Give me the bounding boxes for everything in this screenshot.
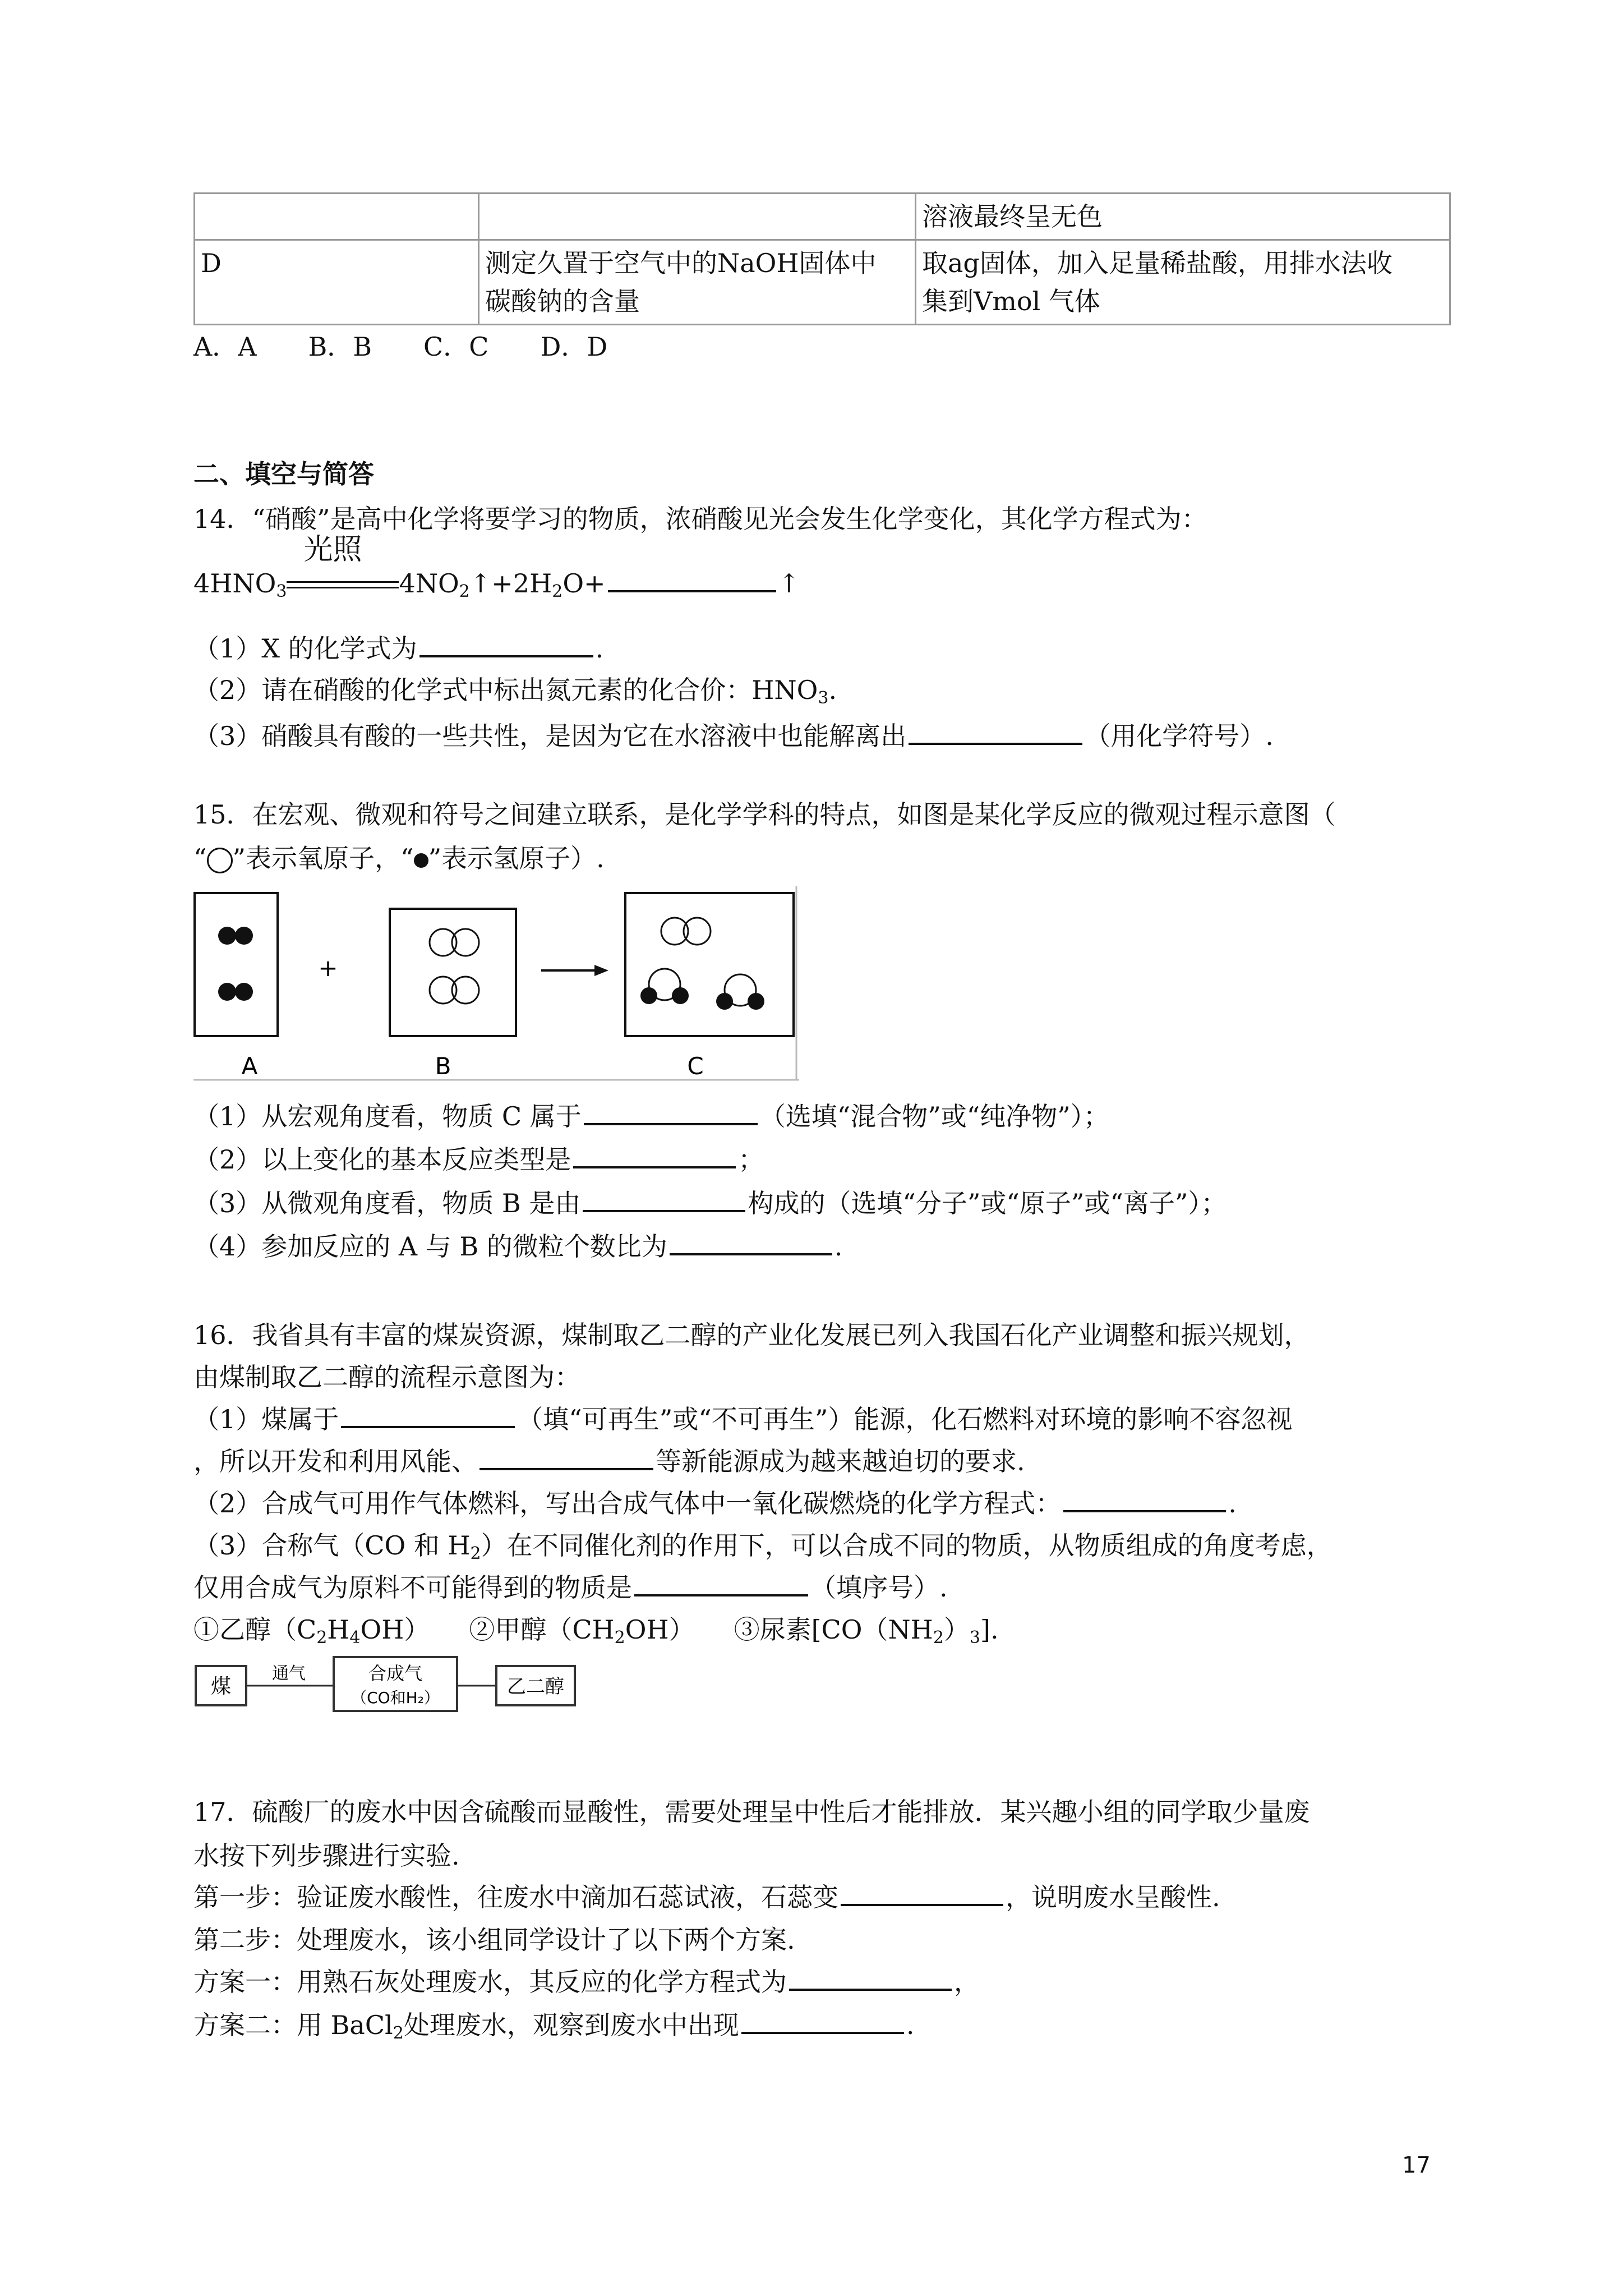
flow-syngas-sub-label: （CO和H₂） — [351, 1688, 440, 1707]
q16-sub2: （2）合成气可用作气体燃料，写出合成气体中一氧化碳燃烧的化学方程式： . — [193, 1487, 1237, 1520]
answer-blank[interactable] — [741, 2008, 904, 2034]
flow-coal-label: 煤 — [210, 1675, 232, 1698]
flow-product-label: 乙二醇 — [507, 1676, 564, 1698]
table-cell: 测定久置于空气中的NaOH固体中 碳酸钠的含量 — [479, 240, 916, 325]
q15-sub1: （1）从宏观角度看，物质 C 属于 （选填“混合物”或“纯净物”）； — [193, 1099, 1109, 1133]
plus-sign: + — [318, 954, 338, 982]
box-b — [390, 909, 516, 1036]
q17-plan2: 方案二：用 BaCl$_2$处理废水，观察到废水中出现 . — [193, 2008, 914, 2050]
answer-blank[interactable] — [583, 1186, 745, 1212]
answer-blank[interactable] — [584, 1099, 758, 1125]
label-c: C — [687, 1052, 704, 1080]
flow-arrow-label: 通气 — [272, 1664, 306, 1683]
answer-blank[interactable] — [608, 567, 776, 592]
q16-sub3-line2: 仅用合成气为原料不可能得到的物质是 （填序号）. — [193, 1571, 948, 1604]
answer-blank[interactable] — [479, 1444, 653, 1470]
q16-choices: ①乙醇$(C_2H_4OH)$ ②甲醇$(CH_2OH)$ ③尿素$[CO(NH_2)_3]$. — [193, 1614, 999, 1648]
answer-blank[interactable] — [1063, 1487, 1226, 1512]
answer-blank[interactable] — [419, 632, 593, 657]
q15-sub3: （3）从微观角度看，物质 B 是由 构成的（选填“分子”或“原子”或“离子”）； — [193, 1186, 1227, 1220]
table-cell: 溶液最终呈无色 — [916, 194, 1450, 240]
answer-blank[interactable] — [634, 1571, 808, 1596]
q17-stem-line2: 水按下列步骤进行实验. — [193, 1841, 460, 1871]
arrow-head-icon — [594, 965, 608, 976]
q13-options: A．A B．B C．C D．D — [193, 332, 608, 362]
q16-sub1-line1: （1）煤属于 （填“可再生”或“不可再生”）能源，化石燃料对环境的影响不容忽视 — [193, 1402, 1292, 1436]
q14-sub3: （3）硝酸具有酸的一些共性，是因为它在水溶液中也能解离出 （用化学符号）. — [193, 719, 1274, 753]
water-molecule-icon — [716, 974, 764, 1010]
hydrogen-molecule-icon — [218, 983, 253, 1001]
q17-plan1: 方案一：用熟石灰处理废水，其反应的化学方程式为 ， — [193, 1965, 980, 1999]
q16-sub3-line1: （3）合称气（CO 和 $H_2$）在不同催化剂的作用下，可以合成不同的物质，从物质组成的角度考虑， — [193, 1530, 1332, 1563]
section-title: 二、填空与简答 — [193, 459, 374, 489]
oxygen-molecule-icon — [430, 929, 479, 956]
table-row — [195, 194, 1450, 240]
table-cell: 取ag固体，加入足量稀盐酸，用排水法收 集到Vmol 气体 — [916, 240, 1450, 325]
q15-sub4: （4）参加反应的 A 与 B 的微粒个数比为 . — [193, 1230, 842, 1263]
hydrogen-atom-icon — [414, 853, 428, 868]
reaction-condition: 光照 — [287, 574, 399, 597]
box-c — [625, 893, 794, 1036]
flow-syngas-label: 合成气 — [368, 1663, 423, 1684]
table-cell: D — [195, 240, 479, 325]
answer-blank[interactable] — [789, 1965, 952, 1991]
q15-sub2: （2）以上变化的基本反应类型是 ； — [193, 1143, 764, 1176]
q14-sub2: （2）请在硝酸的化学式中标出氮元素的化合价：$HNO_3$. — [193, 675, 837, 708]
answer-blank[interactable] — [841, 1880, 1003, 1906]
answer-blank[interactable] — [573, 1143, 736, 1168]
oxygen-molecule-icon — [430, 977, 479, 1004]
hydrogen-molecule-icon — [218, 927, 253, 945]
label-b: B — [435, 1052, 451, 1080]
q14-stem: 14．“硝酸”是高中化学将要学习的物质，浓硝酸见光会发生化学变化，其化学方程式为： — [193, 504, 1207, 534]
answer-blank[interactable] — [341, 1402, 515, 1428]
box-a — [195, 893, 278, 1036]
process-flow-diagram — [193, 1654, 580, 1715]
q14-equation: $4HNO_3$ 光照 $4NO_2↑+2H_2O+$ ↑ — [193, 533, 800, 601]
q17-step2: 第二步：处理废水，该小组同学设计了以下两个方案. — [193, 1925, 795, 1955]
q15-stem-line1: 15．在宏观、微观和符号之间建立联系，是化学学科的特点，如图是某化学反应的微观过程示意图（ — [193, 799, 1336, 830]
answer-blank[interactable] — [909, 719, 1082, 745]
q17-stem-line1: 17．硫酸厂的废水中因含硫酸而显酸性，需要处理呈中性后才能排放．某兴趣小组的同学取少量废 — [193, 1797, 1310, 1827]
reaction-diagram — [193, 886, 799, 1088]
water-molecule-icon — [640, 969, 689, 1004]
q14-sub1: （1）X 的化学式为 . — [193, 632, 603, 665]
page-number: 17 — [1402, 2152, 1431, 2178]
q17-step1: 第一步：验证废水酸性，往废水中滴加石蕊试液，石蕊变 ，说明废水呈酸性. — [193, 1880, 1220, 1914]
q16-sub1-line2: ，所以开发和利用风能、 等新能源成为越来越迫切的要求. — [193, 1444, 1025, 1478]
q15-stem-line2: “ ”表示氧原子，“ ”表示氢原子）. — [193, 843, 605, 873]
table-row — [195, 240, 1450, 325]
answer-blank[interactable] — [670, 1230, 832, 1255]
oxygen-molecule-icon — [661, 918, 711, 945]
oxygen-atom-icon — [207, 848, 233, 873]
label-a: A — [241, 1052, 258, 1080]
q16-stem-line1: 16．我省具有丰富的煤炭资源，煤制取乙二醇的产业化发展已列入我国石化产业调整和振兴规划， — [193, 1320, 1310, 1350]
q16-stem-line2: 由煤制取乙二醇的流程示意图为： — [193, 1362, 580, 1392]
options-table — [193, 192, 1451, 325]
